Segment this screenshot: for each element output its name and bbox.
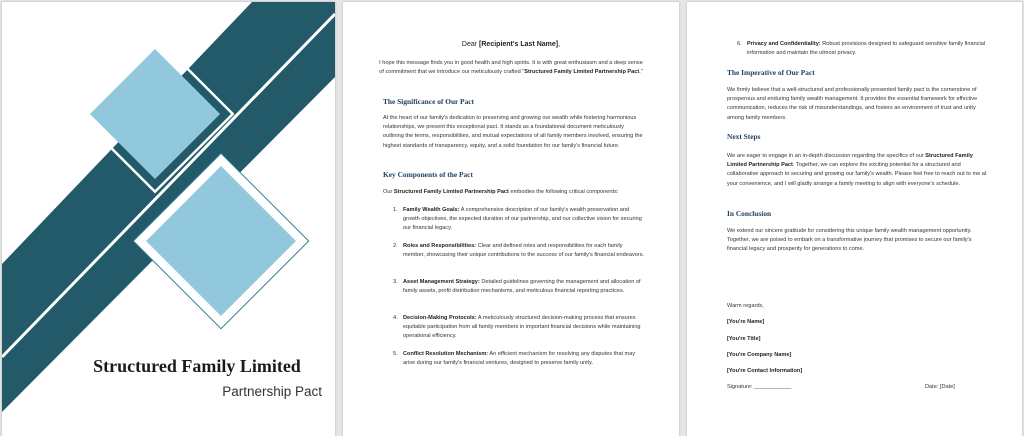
list-item-title: Roles and Responsibilities: bbox=[403, 243, 477, 249]
section-heading-conclusion: In Conclusion bbox=[727, 209, 772, 218]
list-item-title: Family Wealth Goals: bbox=[403, 207, 460, 213]
cover-page bbox=[2, 2, 335, 436]
list-item-number: 3. bbox=[393, 279, 398, 285]
cover-subtitle: Partnership Pact bbox=[222, 384, 322, 399]
list-item-text: Detailed guidelines governing the management and allocation of family assets, profit distribution mechanisms, and meticulous financial reporting practices. bbox=[403, 279, 641, 294]
components-lead-text: Our bbox=[383, 189, 394, 195]
sender-name: [You're Name] bbox=[727, 319, 765, 325]
recipient-name: [Recipient's Last Name] bbox=[479, 41, 559, 48]
letter-page-2 bbox=[687, 2, 1022, 436]
sender-company: [You're Company Name] bbox=[727, 352, 792, 358]
next-steps-text: We are eager to engage in an in-depth discussion regarding the specifics of our bbox=[727, 153, 926, 159]
intro-paragraph bbox=[379, 59, 643, 77]
list-item-number: 1. bbox=[393, 207, 398, 213]
list-item-title: Asset Management Strategy: bbox=[403, 279, 480, 285]
components-lead bbox=[383, 188, 645, 197]
list-item-text: A meticulously structured decision-making process that ensures equitable participation from all family members in important financial decisions while maintaining operational efficiency. bbox=[403, 315, 641, 339]
greeting-suffix: , bbox=[558, 41, 561, 48]
greeting-prefix: Dear bbox=[461, 41, 480, 48]
section-heading-components: Key Components of the Pact bbox=[383, 170, 473, 179]
components-list bbox=[393, 206, 645, 386]
sender-contact: [You're Contact Information] bbox=[727, 368, 803, 374]
letter-page-1 bbox=[343, 2, 679, 436]
intro-text: I hope this message finds you in good health and high spirits. It is with great enthusiasm and a deep sense of commitment that we introduce our meticulously crafted " bbox=[379, 60, 643, 76]
next-steps-pact-name: Structured Family Limited Partnership Pact bbox=[727, 153, 973, 169]
intro-end: ." bbox=[639, 69, 643, 76]
list-item-text: An efficient mechanism for resolving any disputes that may arise during our family's financial ventures, designed to preserve family unity. bbox=[403, 351, 636, 366]
list-item-number: 5. bbox=[393, 351, 398, 357]
section-heading-significance: The Significance of Our Pact bbox=[383, 97, 475, 106]
list-item-text: Robust provisions designed to safeguard sensitive family financial information and maintain the utmost privacy. bbox=[747, 41, 986, 56]
significance-paragraph: At the heart of our family's dedication to preserving and growing our wealth while fostering harmonious relationships, we present this exceptional pact. It stands as a foundational document meticulously outlining the terms, responsibilities, and mutual expectations of all family members involved, ensuring the highest standards of transparency, equity, and a solid foundation for our family's financial future. bbox=[383, 115, 643, 149]
components-list-continued bbox=[737, 40, 989, 62]
section-heading-next-steps: Next Steps bbox=[727, 132, 761, 141]
components-lead-end: embodies the following critical components: bbox=[508, 189, 619, 195]
list-item-text: A comprehensive description of our family's wealth preservation and growth objectives, the expected duration of our partnership, and our collective vision for securing our financial legacy. bbox=[403, 207, 642, 231]
conclusion-paragraph: We extend our sincere gratitude for considering this unique family wealth management opportunity. Together, we are poised to embark on a transformative journey that promises to secure our family's financial legacy and prosperity for generations to come. bbox=[727, 228, 972, 253]
greeting bbox=[373, 40, 649, 49]
cover-title: Structured Family Limited bbox=[93, 356, 301, 376]
list-item-number: 2. bbox=[393, 243, 398, 249]
next-steps-end: . Together, we can explore the exciting potential for a structured and collaborative approach to securing and growing our family's wealth. Please feel free to reach out to me at your convenience, and I will gladly arrange a family meeting to align with everyone's schedule. bbox=[727, 162, 987, 187]
signature-line: Signature: ____________ bbox=[727, 384, 792, 390]
closing: Warm regards, bbox=[727, 303, 764, 309]
list-item-title: Conflict Resolution Mechanism: bbox=[403, 351, 489, 357]
list-item-text: Clear and defined roles and responsibilities for each family member, showcasing their unique contributions to the success of our family's financial endeavors. bbox=[403, 243, 645, 258]
list-item-number: 4. bbox=[393, 315, 398, 321]
list-item-number: 6. bbox=[737, 41, 742, 47]
imperative-paragraph: We firmly believe that a well-structured and professionally presented family pact is the cornerstone of prosperous and enduring family wealth management. It provides the essential framework for effective communication, reduces the risk of misunderstandings, and fosters an environment of trust and unity among family members. bbox=[727, 87, 978, 121]
list-item-title: Privacy and Confidentiality: bbox=[747, 41, 821, 47]
sender-title: [You're Title] bbox=[727, 336, 761, 342]
next-steps-paragraph bbox=[727, 152, 989, 189]
list-item-title: Decision-Making Protocols: bbox=[403, 315, 477, 321]
section-heading-imperative: The Imperative of Our Pact bbox=[727, 68, 815, 77]
intro-pact-name: Structured Family Limited Partnership Pact bbox=[524, 69, 640, 76]
components-lead-pact-name: Structured Family Limited Partnership Pact bbox=[393, 189, 509, 195]
date-line: Date: [Date] bbox=[925, 384, 955, 390]
